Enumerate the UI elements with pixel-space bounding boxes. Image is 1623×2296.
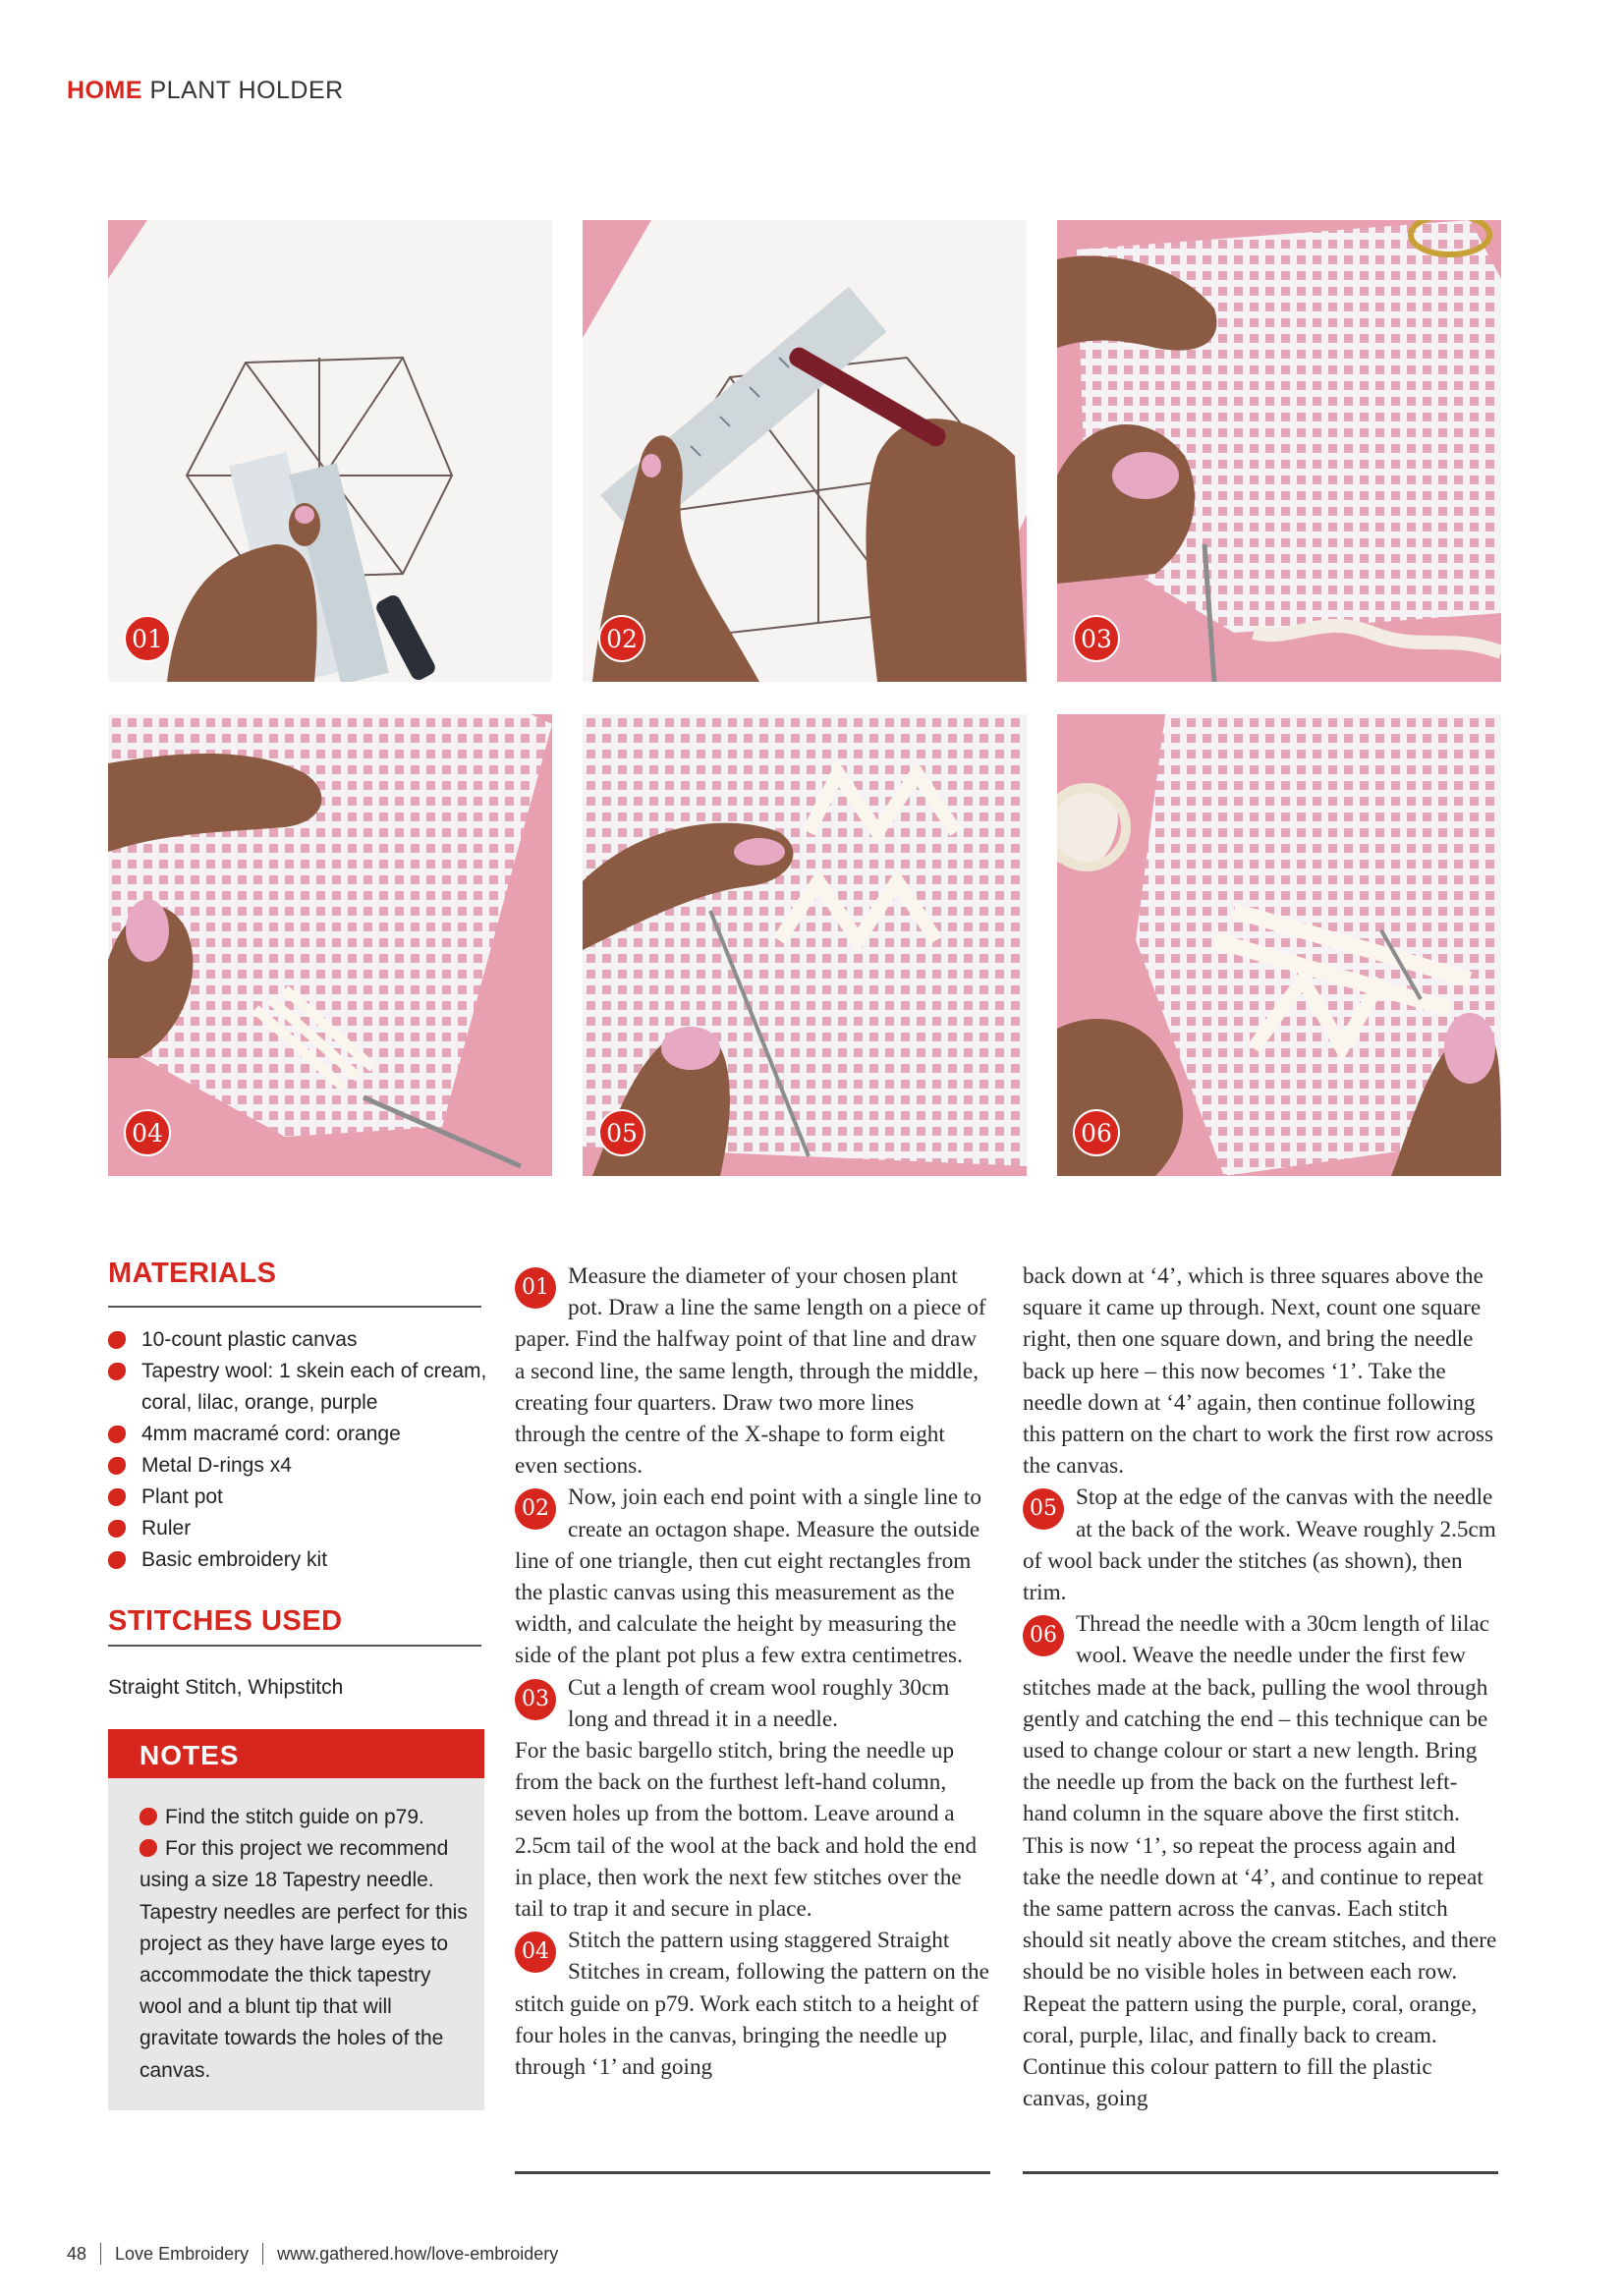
materials-item: Ruler	[108, 1513, 501, 1544]
photo-step-badge: 04	[124, 1109, 171, 1156]
step-photo-04	[108, 714, 552, 1176]
notes-box	[108, 1729, 484, 2110]
materials-rule	[108, 1306, 481, 1308]
notes-heading: NOTES	[108, 1729, 484, 1778]
footer-divider	[262, 2243, 263, 2265]
step-number: 02	[515, 1488, 556, 1530]
step-02: 02 Now, join each end point with a single line to create an octagon shape. Measure the outside line of one triangle, then cut eight rectangles from the plastic canvas using this measurement as the width, and calculate the height by measuring the side of the plant pot plus a few extra centimetres.	[515, 1484, 981, 1669]
bullet-icon	[108, 1457, 126, 1475]
bullet-icon	[108, 1551, 126, 1569]
photo-step-badge: 02	[598, 615, 645, 662]
page-title: PLANT HOLDER	[149, 77, 344, 104]
step-number: 04	[515, 1932, 556, 1973]
page-number: 48	[67, 2244, 87, 2264]
stitches-text: Straight Stitch, Whipstitch	[108, 1676, 344, 1699]
step-04-continued: back down at ‘4’, which is three squares above the square it came up through. Next, count one square right, then one square down, and bring the needle back up here – this now becomes ‘1’. Take the needle down at ‘4’ again, then continue following this pattern on the chart to work the first row across the canvas.	[1023, 1263, 1494, 1480]
bullet-icon	[140, 1808, 157, 1825]
instructions-column-1	[515, 1260, 990, 2083]
photo-step-badge: 01	[124, 615, 171, 662]
photo-stitching-pattern	[583, 714, 1027, 1176]
notes-body	[140, 1802, 469, 2087]
footer-url: www.gathered.how/love-embroidery	[277, 2244, 559, 2264]
photo-step-badge: 05	[598, 1109, 645, 1156]
step-photo-01	[108, 220, 552, 682]
bullet-icon	[108, 1520, 126, 1538]
photo-weaving-wool	[1057, 714, 1501, 1176]
step-06: 06 Thread the needle with a 30cm length of lilac wool. Weave the needle under the first few stitches made at the back, pulling the wool through gently and catching the end – this technique can be used to change colour or start a new length. Bring the needle up from the back on the furthest left-hand column in the square above the first stitch. This is now ‘1’, so repeat the process again and take the needle down at ‘4’, and continue to repeat the same pattern across the canvas. Each stitch should sit neatly above the cream stitches, and there should be no visible holes in between each row. Repeat the pattern using the purple, coral, orange, coral, purple, lilac, and finally back to cream. Continue this colour pattern to fill the plastic canvas, going	[1023, 1611, 1497, 2112]
materials-heading: MATERIALS	[108, 1258, 277, 1289]
photo-first-stitches	[108, 714, 552, 1176]
step-number: 03	[515, 1679, 556, 1720]
notes-item: Find the stitch guide on p79.	[140, 1802, 469, 1833]
materials-item: 10-count plastic canvas	[108, 1324, 501, 1356]
materials-item: Tapestry wool: 1 skein each of cream, coral, lilac, orange, purple	[108, 1356, 501, 1419]
step-photo-05	[583, 714, 1027, 1176]
photo-ruler-on-paper	[108, 220, 552, 682]
step-number: 06	[1023, 1615, 1064, 1656]
notes-item: For this project we recommend using a size 18 Tapestry needle. Tapestry needles are perfect for this project as they have large eyes to accommodate the thick tapestry wool and a blunt tip that will gravitate towards the holes of the canvas.	[140, 1837, 468, 2082]
materials-item: 4mm macramé cord: orange	[108, 1419, 501, 1450]
materials-item: Metal D-rings x4	[108, 1450, 501, 1482]
step-photo-06	[1057, 714, 1501, 1176]
photo-step-badge: 03	[1073, 615, 1120, 662]
step-04: 04 Stitch the pattern using staggered Straight Stitches in cream, following the pattern on the stitch guide on p79. Work each stitch to a height of four holes in the canvas, bringing the needle up through ‘1’ and going	[515, 1928, 989, 2081]
step-05: 05 Stop at the edge of the canvas with the needle at the back of the work. Weave roughly 2.5cm of wool back under the stitches (as shown), then trim.	[1023, 1484, 1496, 1606]
step-03-continued: For the basic bargello stitch, bring the needle up from the back on the furthest left-hand column, seven holes up from the bottom. Leave around a 2.5cm tail of the wool at the back and hold the end in place, then work the next few stitches over the tail to trap it and secure in place.	[515, 1738, 978, 1923]
bullet-icon	[140, 1839, 157, 1857]
page-footer	[67, 2243, 558, 2265]
bullet-icon	[108, 1331, 126, 1349]
page-header	[67, 77, 344, 105]
materials-item: Plant pot	[108, 1482, 501, 1513]
footer-divider	[100, 2243, 101, 2265]
bullet-icon	[108, 1363, 126, 1380]
step-number: 05	[1023, 1488, 1064, 1530]
column-2-rule	[1023, 2171, 1498, 2174]
stitches-rule	[108, 1645, 481, 1647]
column-1-rule	[515, 2171, 990, 2174]
step-photo-03	[1057, 220, 1501, 682]
step-01: 01 Measure the diameter of your chosen plant pot. Draw a line the same length on a piece of paper. Find the halfway point of that line and draw a second line, the same length, through the middle, creating four quarters. Draw two more lines through the centre of the X-shape to form eight even sections.	[515, 1263, 986, 1480]
step-photo-02	[583, 220, 1027, 682]
step-number: 01	[515, 1267, 556, 1309]
stitches-heading: STITCHES USED	[108, 1605, 343, 1637]
photo-plastic-canvas	[1057, 220, 1501, 682]
bullet-icon	[108, 1426, 126, 1443]
magazine-name: Love Embroidery	[115, 2244, 250, 2264]
photo-drawing-lines	[583, 220, 1027, 682]
instructions-column-2	[1023, 1260, 1498, 2114]
step-03: 03 Cut a length of cream wool roughly 30cm long and thread it in a needle.	[515, 1672, 990, 1735]
section-label: HOME	[67, 77, 142, 104]
photo-step-badge: 06	[1073, 1109, 1120, 1156]
materials-list	[108, 1324, 501, 1576]
materials-item: Basic embroidery kit	[108, 1544, 501, 1576]
bullet-icon	[108, 1488, 126, 1506]
